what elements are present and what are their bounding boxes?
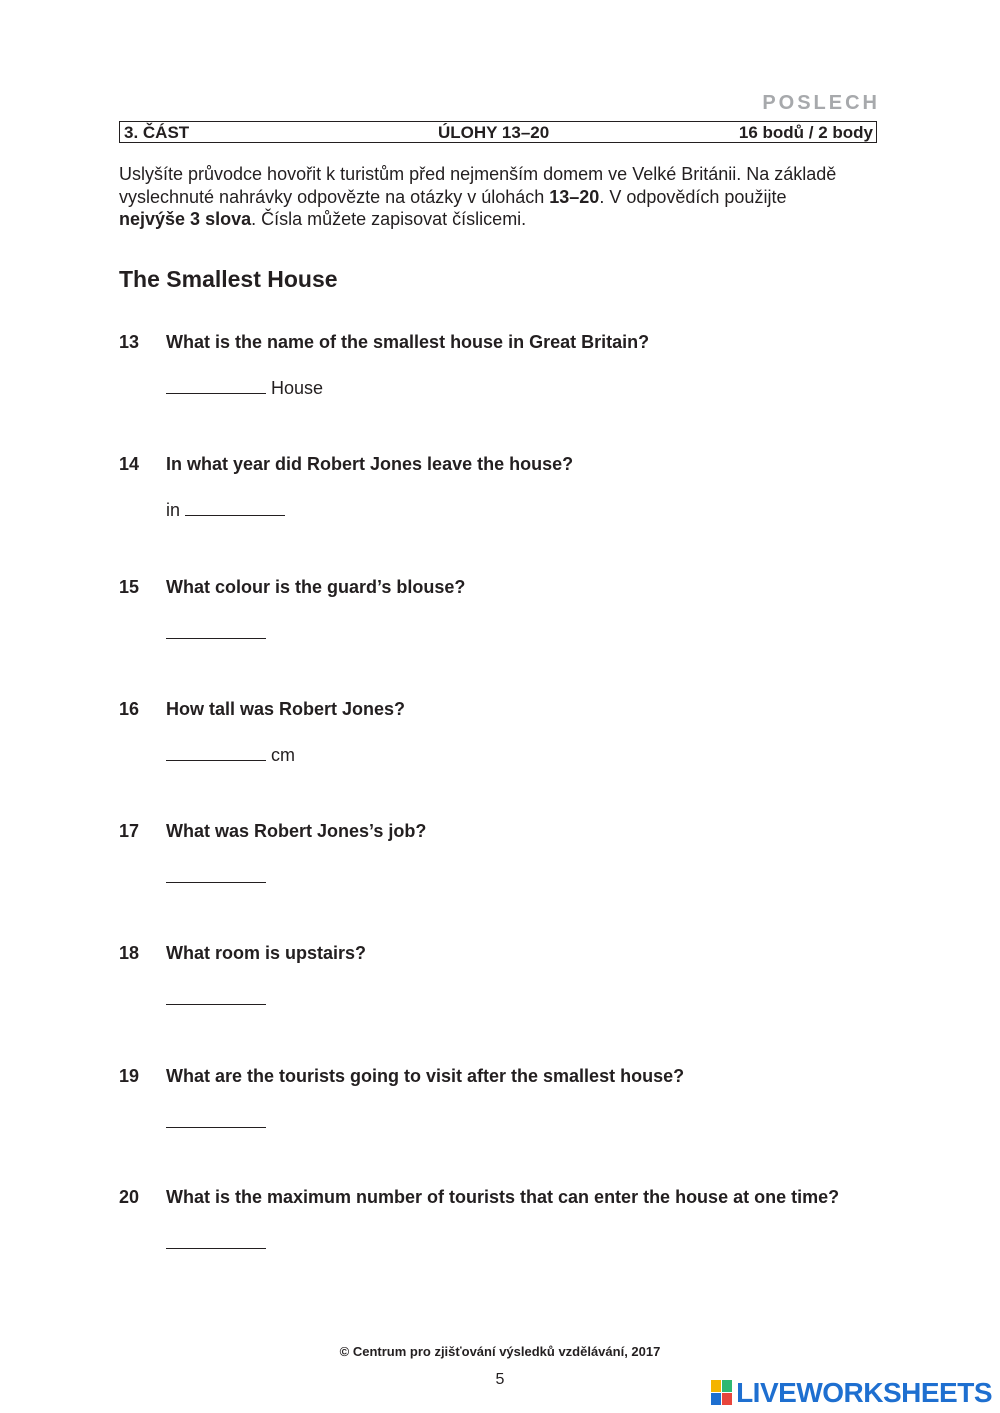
instructions-task-range: 13–20	[549, 186, 600, 207]
points-label: 16 bodů / 2 body	[738, 123, 873, 142]
instructions-paragraph	[119, 163, 879, 231]
answer-line-19	[166, 1111, 266, 1133]
question-text: What are the tourists going to visit after the smallest house?	[166, 1066, 685, 1086]
answer-blank-15[interactable]	[166, 622, 266, 639]
instructions-line-2c: . V odpovědích použijte	[599, 186, 787, 207]
answer-blank-16[interactable]	[166, 744, 266, 761]
question-number: 18	[119, 943, 140, 963]
answer-blank-17[interactable]	[166, 866, 266, 883]
answer-line-14	[166, 499, 285, 521]
question-number: 17	[119, 821, 140, 841]
liveworksheets-wordmark: LIVEWORKSHEETS	[736, 1377, 992, 1408]
part-label: 3. ČÁST	[124, 123, 190, 142]
instructions-line-2a: vyslechnuté nahrávky odpovězte na otázky v úlohách	[119, 186, 550, 207]
answer-prefix: in	[166, 500, 181, 520]
question-text: What is the maximum number of tourists that can enter the house at one time?	[166, 1187, 840, 1207]
worksheet-title: The Smallest House	[119, 266, 338, 292]
liveworksheets-logo-icon	[711, 1380, 733, 1406]
answer-line-17	[166, 866, 266, 888]
answer-blank-14[interactable]	[185, 499, 285, 516]
question-text: What room is upstairs?	[166, 943, 367, 963]
answer-suffix: House	[271, 378, 324, 398]
part-header-box	[119, 121, 877, 143]
answer-line-15	[166, 622, 266, 644]
section-label: POSLECH	[762, 92, 880, 114]
liveworksheets-brand[interactable]	[711, 1376, 992, 1410]
instructions-line-3b: . Čísla můžete zapisovat číslicemi.	[251, 209, 527, 229]
answer-line-16	[166, 744, 295, 766]
answer-line-13	[166, 377, 323, 399]
answer-blank-18[interactable]	[166, 988, 266, 1005]
copyright-footer: © Centrum pro zjišťování výsledků vzdělávání, 2017	[339, 1344, 661, 1359]
question-text: What was Robert Jones’s job?	[166, 821, 427, 841]
instructions-word-limit: nejvýše 3 slova	[119, 209, 252, 229]
instructions-line-1: Uslyšíte průvodce hovořit k turistům před nejmenším domem ve Velké Británii. Na základě	[119, 164, 837, 184]
question-number: 14	[119, 454, 140, 474]
answer-line-20	[166, 1232, 266, 1254]
answer-blank-19[interactable]	[166, 1111, 266, 1128]
question-number: 16	[119, 699, 140, 719]
tasks-label: ÚLOHY 13–20	[438, 123, 550, 142]
answer-blank-20[interactable]	[166, 1232, 266, 1249]
page-number: 5	[495, 1371, 505, 1388]
question-text: How tall was Robert Jones?	[166, 699, 406, 719]
question-text: What is the name of the smallest house in Great Britain?	[166, 332, 650, 352]
answer-suffix: cm	[271, 745, 296, 765]
question-number: 20	[119, 1187, 140, 1207]
question-number: 15	[119, 577, 140, 597]
answer-line-18	[166, 988, 266, 1010]
question-text: What colour is the guard’s blouse?	[166, 577, 466, 597]
answer-blank-13[interactable]	[166, 377, 266, 394]
question-number: 13	[119, 332, 140, 352]
question-number: 19	[119, 1066, 140, 1086]
question-text: In what year did Robert Jones leave the house?	[166, 454, 574, 474]
